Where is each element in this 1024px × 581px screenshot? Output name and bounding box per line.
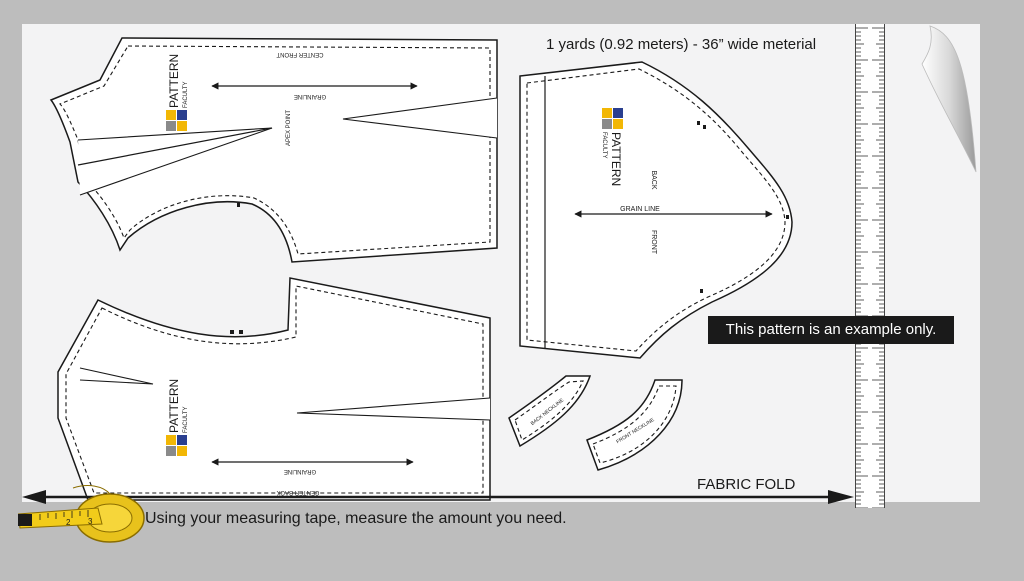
- sleeve-piece: [520, 62, 792, 358]
- svg-text:2: 2: [66, 518, 71, 527]
- ruler: [855, 24, 885, 508]
- fabric-fold-label: FABRIC FOLD: [697, 476, 796, 493]
- front-grainline-label: GRAINLINE: [293, 93, 327, 99]
- fabric-requirement-title: 1 yards (0.92 meters) - 36” wide meterial: [546, 36, 817, 53]
- page-curl-icon: [910, 24, 980, 174]
- back-center-label: CENTER BACK: [276, 489, 320, 495]
- back-neckline-facing: [509, 376, 590, 446]
- back-neckline-label: BACK NECKLINE: [529, 397, 565, 427]
- svg-text:PATTERN: PATTERN: [167, 378, 181, 433]
- ruler-ticks: [856, 24, 884, 508]
- back-bodice-piece: [58, 278, 490, 500]
- svg-text:3: 3: [88, 517, 93, 526]
- svg-text:PATTERN: PATTERN: [609, 132, 623, 187]
- front-neckline-facing: [587, 380, 682, 470]
- measuring-tape-icon: [18, 478, 148, 550]
- example-notice: This pattern is an example only.: [708, 316, 954, 344]
- sleeve-back-label: BACK: [650, 170, 657, 190]
- svg-text:FACULTY: FACULTY: [183, 406, 189, 433]
- front-neckline-label: FRONT NECKLINE: [615, 417, 656, 446]
- instruction-text: Using your measuring tape, measure the amount you need.: [145, 510, 567, 527]
- back-grainline-label: GRAINLINE: [283, 468, 317, 474]
- sleeve-front-label: FRONT: [650, 229, 657, 255]
- svg-text:FACULTY: FACULTY: [601, 132, 607, 159]
- front-center-label: CENTER FRONT: [276, 51, 324, 57]
- front-bodice-piece: [51, 38, 497, 262]
- svg-text:PATTERN: PATTERN: [167, 53, 181, 108]
- apex-point-label: APEX POINT: [286, 109, 292, 147]
- svg-text:FACULTY: FACULTY: [183, 81, 189, 108]
- sleeve-grain-label: GRAIN LINE: [620, 206, 660, 213]
